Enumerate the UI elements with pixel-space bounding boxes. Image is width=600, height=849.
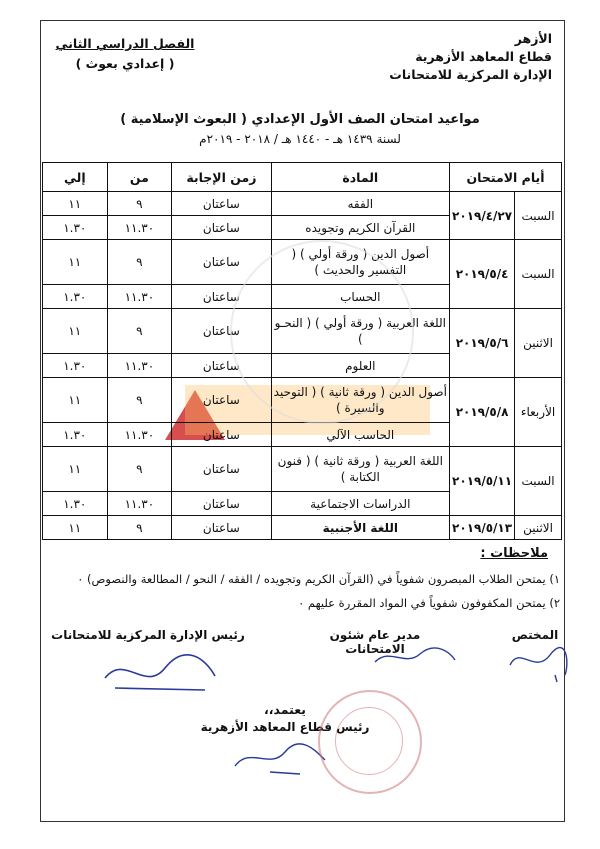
date-cell: ٢٠١٩/٥/١٣ bbox=[450, 516, 515, 540]
duration-cell: ساعتان bbox=[172, 192, 271, 216]
duration-cell: ساعتان bbox=[172, 378, 271, 423]
subject-cell: أصول الدين ( ورقة أولي ) ( التفسير والحديث ) bbox=[271, 240, 450, 285]
background-watermark-seal-icon bbox=[230, 240, 414, 424]
subject-cell: أصول الدين ( ورقة ثانية ) ( التوحيد والسيرة ) bbox=[271, 378, 450, 423]
from-cell: ١١.٣٠ bbox=[107, 216, 172, 240]
date-cell: ٢٠١٩/٥/٨ bbox=[450, 378, 515, 447]
semester-header bbox=[50, 34, 200, 74]
signature-director-label: مدير عام شئون الامتحانات bbox=[329, 628, 421, 656]
to-cell: ١١ bbox=[43, 240, 108, 285]
approver-label: رئيس قطاع المعاهد الأزهرية bbox=[200, 720, 370, 734]
signature-approver-icon bbox=[230, 738, 330, 778]
to-cell: ١١ bbox=[43, 447, 108, 492]
semester-label: الفصل الدراسي الثاني bbox=[55, 36, 195, 51]
to-cell: ١.٣٠ bbox=[43, 216, 108, 240]
duration-cell: ساعتان bbox=[172, 516, 271, 540]
day-cell: السبت bbox=[515, 192, 562, 240]
subject-cell: اللغة الأجنبية bbox=[271, 516, 450, 540]
subject-cell: العلوم bbox=[271, 354, 450, 378]
note-item-2: ٢) يمتحن المكفوفون شفوياً في المواد المقررة عليهم ٠ bbox=[298, 596, 560, 610]
from-cell: ١١.٣٠ bbox=[107, 492, 172, 516]
duration-cell: ساعتان bbox=[172, 354, 271, 378]
table-row bbox=[43, 516, 562, 540]
from-cell: ٩ bbox=[107, 192, 172, 216]
to-cell: ١.٣٠ bbox=[43, 354, 108, 378]
subject-cell: الفقه bbox=[271, 192, 450, 216]
to-cell: ١.٣٠ bbox=[43, 423, 108, 447]
duration-cell: ساعتان bbox=[172, 216, 271, 240]
from-cell: ٩ bbox=[107, 240, 172, 285]
day-cell: الاثنين bbox=[515, 516, 562, 540]
to-cell: ١١ bbox=[43, 516, 108, 540]
signature-central-admin-label: رئيس الإدارة المركزية للامتحانات bbox=[51, 628, 245, 642]
seal-inner-ring-icon bbox=[335, 707, 403, 775]
subject-cell: اللغة العربية ( ورقة ثانية ) ( فنون الكتابة ) bbox=[271, 447, 450, 492]
document-subtitle: لسنة ١٤٣٩ هـ - ١٤٤٠ هـ / ٢٠١٨ - ٢٠١٩م bbox=[199, 132, 401, 146]
subject-cell: الحاسب الآلي bbox=[271, 423, 450, 447]
to-cell: ١١ bbox=[43, 309, 108, 354]
org-line-3: الإدارة المركزية للامتحانات bbox=[389, 67, 552, 82]
duration-cell: ساعتان bbox=[172, 285, 271, 309]
day-cell: السبت bbox=[515, 447, 562, 516]
header-duration: زمن الإجابة bbox=[172, 163, 271, 192]
date-cell: ٢٠١٩/٥/١١ bbox=[450, 447, 515, 516]
day-cell: الأربعاء bbox=[515, 378, 562, 447]
table-row bbox=[43, 447, 562, 492]
date-cell: ٢٠١٩/٥/٦ bbox=[450, 309, 515, 378]
approval-label: يعتمد،، bbox=[264, 702, 306, 717]
header-days: أيام الامتحان bbox=[450, 163, 562, 192]
duration-cell: ساعتان bbox=[172, 447, 271, 492]
duration-cell: ساعتان bbox=[172, 309, 271, 354]
from-cell: ١١.٣٠ bbox=[107, 354, 172, 378]
from-cell: ٩ bbox=[107, 309, 172, 354]
day-cell: السبت bbox=[515, 240, 562, 309]
subject-cell: القرآن الكريم وتجويده bbox=[271, 216, 450, 240]
track-label: ( إعدادي بعوث ) bbox=[75, 56, 175, 71]
organization-header bbox=[352, 30, 552, 84]
signature-official-icon bbox=[505, 640, 575, 685]
signature-central-admin-icon bbox=[95, 648, 225, 698]
to-cell: ١.٣٠ bbox=[43, 492, 108, 516]
header-to: إلي bbox=[43, 163, 108, 192]
org-line-1: الأزهر bbox=[514, 31, 552, 46]
duration-cell: ساعتان bbox=[172, 240, 271, 285]
subject-cell: الدراسات الاجتماعية bbox=[271, 492, 450, 516]
subject-cell: اللغة العربية ( ورقة أولي ) ( النحـو ) bbox=[271, 309, 450, 354]
document-title: مواعيد امتحان الصف الأول الإعدادي ( البعوث الإسلامية ) bbox=[120, 112, 480, 127]
header-from: من bbox=[107, 163, 172, 192]
from-cell: ٩ bbox=[107, 378, 172, 423]
to-cell: ١.٣٠ bbox=[43, 285, 108, 309]
to-cell: ١١ bbox=[43, 192, 108, 216]
date-cell: ٢٠١٩/٤/٢٧ bbox=[450, 192, 515, 240]
signature-official-label: المختص bbox=[511, 628, 559, 642]
notes-title: ملاحظات : bbox=[480, 546, 548, 561]
to-cell: ١١ bbox=[43, 378, 108, 423]
header-subject: المادة bbox=[271, 163, 450, 192]
table-row bbox=[43, 192, 562, 216]
from-cell: ٩ bbox=[107, 447, 172, 492]
from-cell: ١١.٣٠ bbox=[107, 285, 172, 309]
date-cell: ٢٠١٩/٥/٤ bbox=[450, 240, 515, 309]
org-line-2: قطاع المعاهد الأزهرية bbox=[415, 49, 552, 64]
from-cell: ١١.٣٠ bbox=[107, 423, 172, 447]
from-cell: ٩ bbox=[107, 516, 172, 540]
table-header-row bbox=[43, 163, 562, 192]
note-item-1: ١) يمتحن الطلاب المبصرون شفوياً في (القرآن الكريم وتجويده / الفقه / النحو / المطالعة والنصوص) ٠ bbox=[77, 572, 560, 586]
day-cell: الاثنين bbox=[515, 309, 562, 378]
subject-cell: الحساب bbox=[271, 285, 450, 309]
signature-director-icon bbox=[370, 642, 460, 672]
duration-cell: ساعتان bbox=[172, 423, 271, 447]
duration-cell: ساعتان bbox=[172, 492, 271, 516]
